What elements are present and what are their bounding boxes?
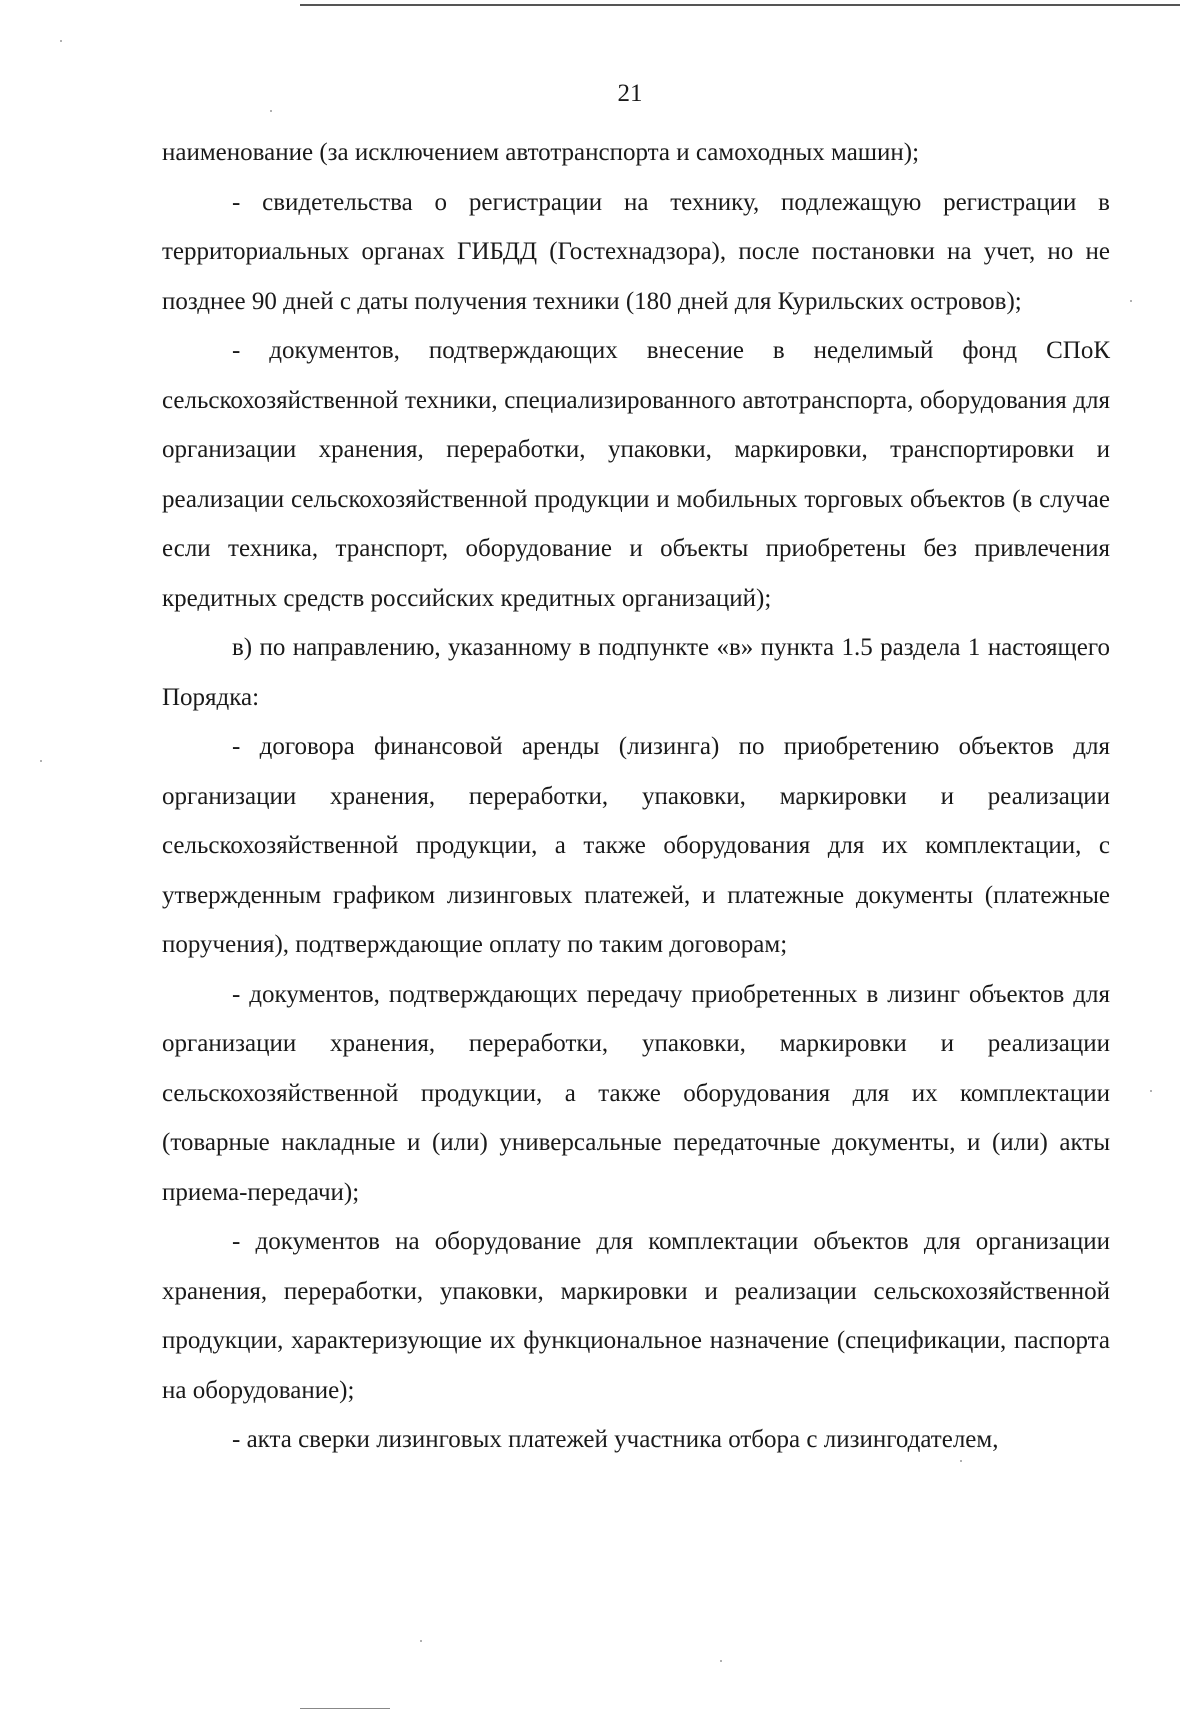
document-body xyxy=(162,128,1110,1465)
paragraph-leasing-contract: - договора финансовой аренды (лизинга) по приобретению объектов для организации хранения, переработки, упаковки, маркировки и реализации сельскохозяйственной продукции, а также оборудования для их комплектации, с утвержденным графиком лизинговых платежей, и платежные документы (платежные поручения), подтверждающие оплату по таким договорам; xyxy=(162,733,1110,958)
paragraph-indivisible-fund-documents: - документов, подтверждающих внесение в неделимый фонд СПоК сельскохозяйственной техники, специализированного автотранспорта, оборудования для организации хранения, переработки, упаковки, маркировки, транспортировки и реализации сельскохозяйственной продукции и мобильных торговых объектов (в случае если техника, транспорт, оборудование и объекты приобретены без привлечения кредитных средств российских кредитных организаций); xyxy=(162,337,1110,612)
paragraph-registration-certificates: - свидетельства о регистрации на технику, подлежащую регистрации в территориальных органах ГИБДД (Гостехнадзора), после постановки на учет, но не позднее 90 дней с даты получения техники (180 дней для Курильских островов); xyxy=(162,188,1110,315)
top-edge-line xyxy=(300,4,1180,6)
paragraph-reconciliation-act: - акта сверки лизинговых платежей участника отбора с лизингодателем, xyxy=(232,1426,999,1453)
paragraph-continuation: наименование (за исключением автотранспорта и самоходных машин); xyxy=(162,139,920,166)
paragraph-transfer-documents: - документов, подтверждающих передачу приобретенных в лизинг объектов для организации хранения, переработки, упаковки, маркировки и реализации сельскохозяйственной продукции, а также оборудования для их комплектации (товарные накладные и (или) универсальные передаточные документы, и (или) акты приема-передачи); xyxy=(162,980,1110,1206)
page-number: 21 xyxy=(617,80,643,107)
paragraph-subitem-v: в) по направлению, указанному в подпункте «в» пункта 1.5 раздела 1 настоящего Порядка: xyxy=(162,634,1110,711)
bottom-edge-line xyxy=(300,1708,390,1709)
paragraph-equipment-documents: - документов на оборудование для комплектации объектов для организации хранения, переработки, упаковки, маркировки и реализации сельскохозяйственной продукции, характеризующие их функциональное назначение (спецификации, паспорта на оборудование); xyxy=(162,1228,1110,1404)
